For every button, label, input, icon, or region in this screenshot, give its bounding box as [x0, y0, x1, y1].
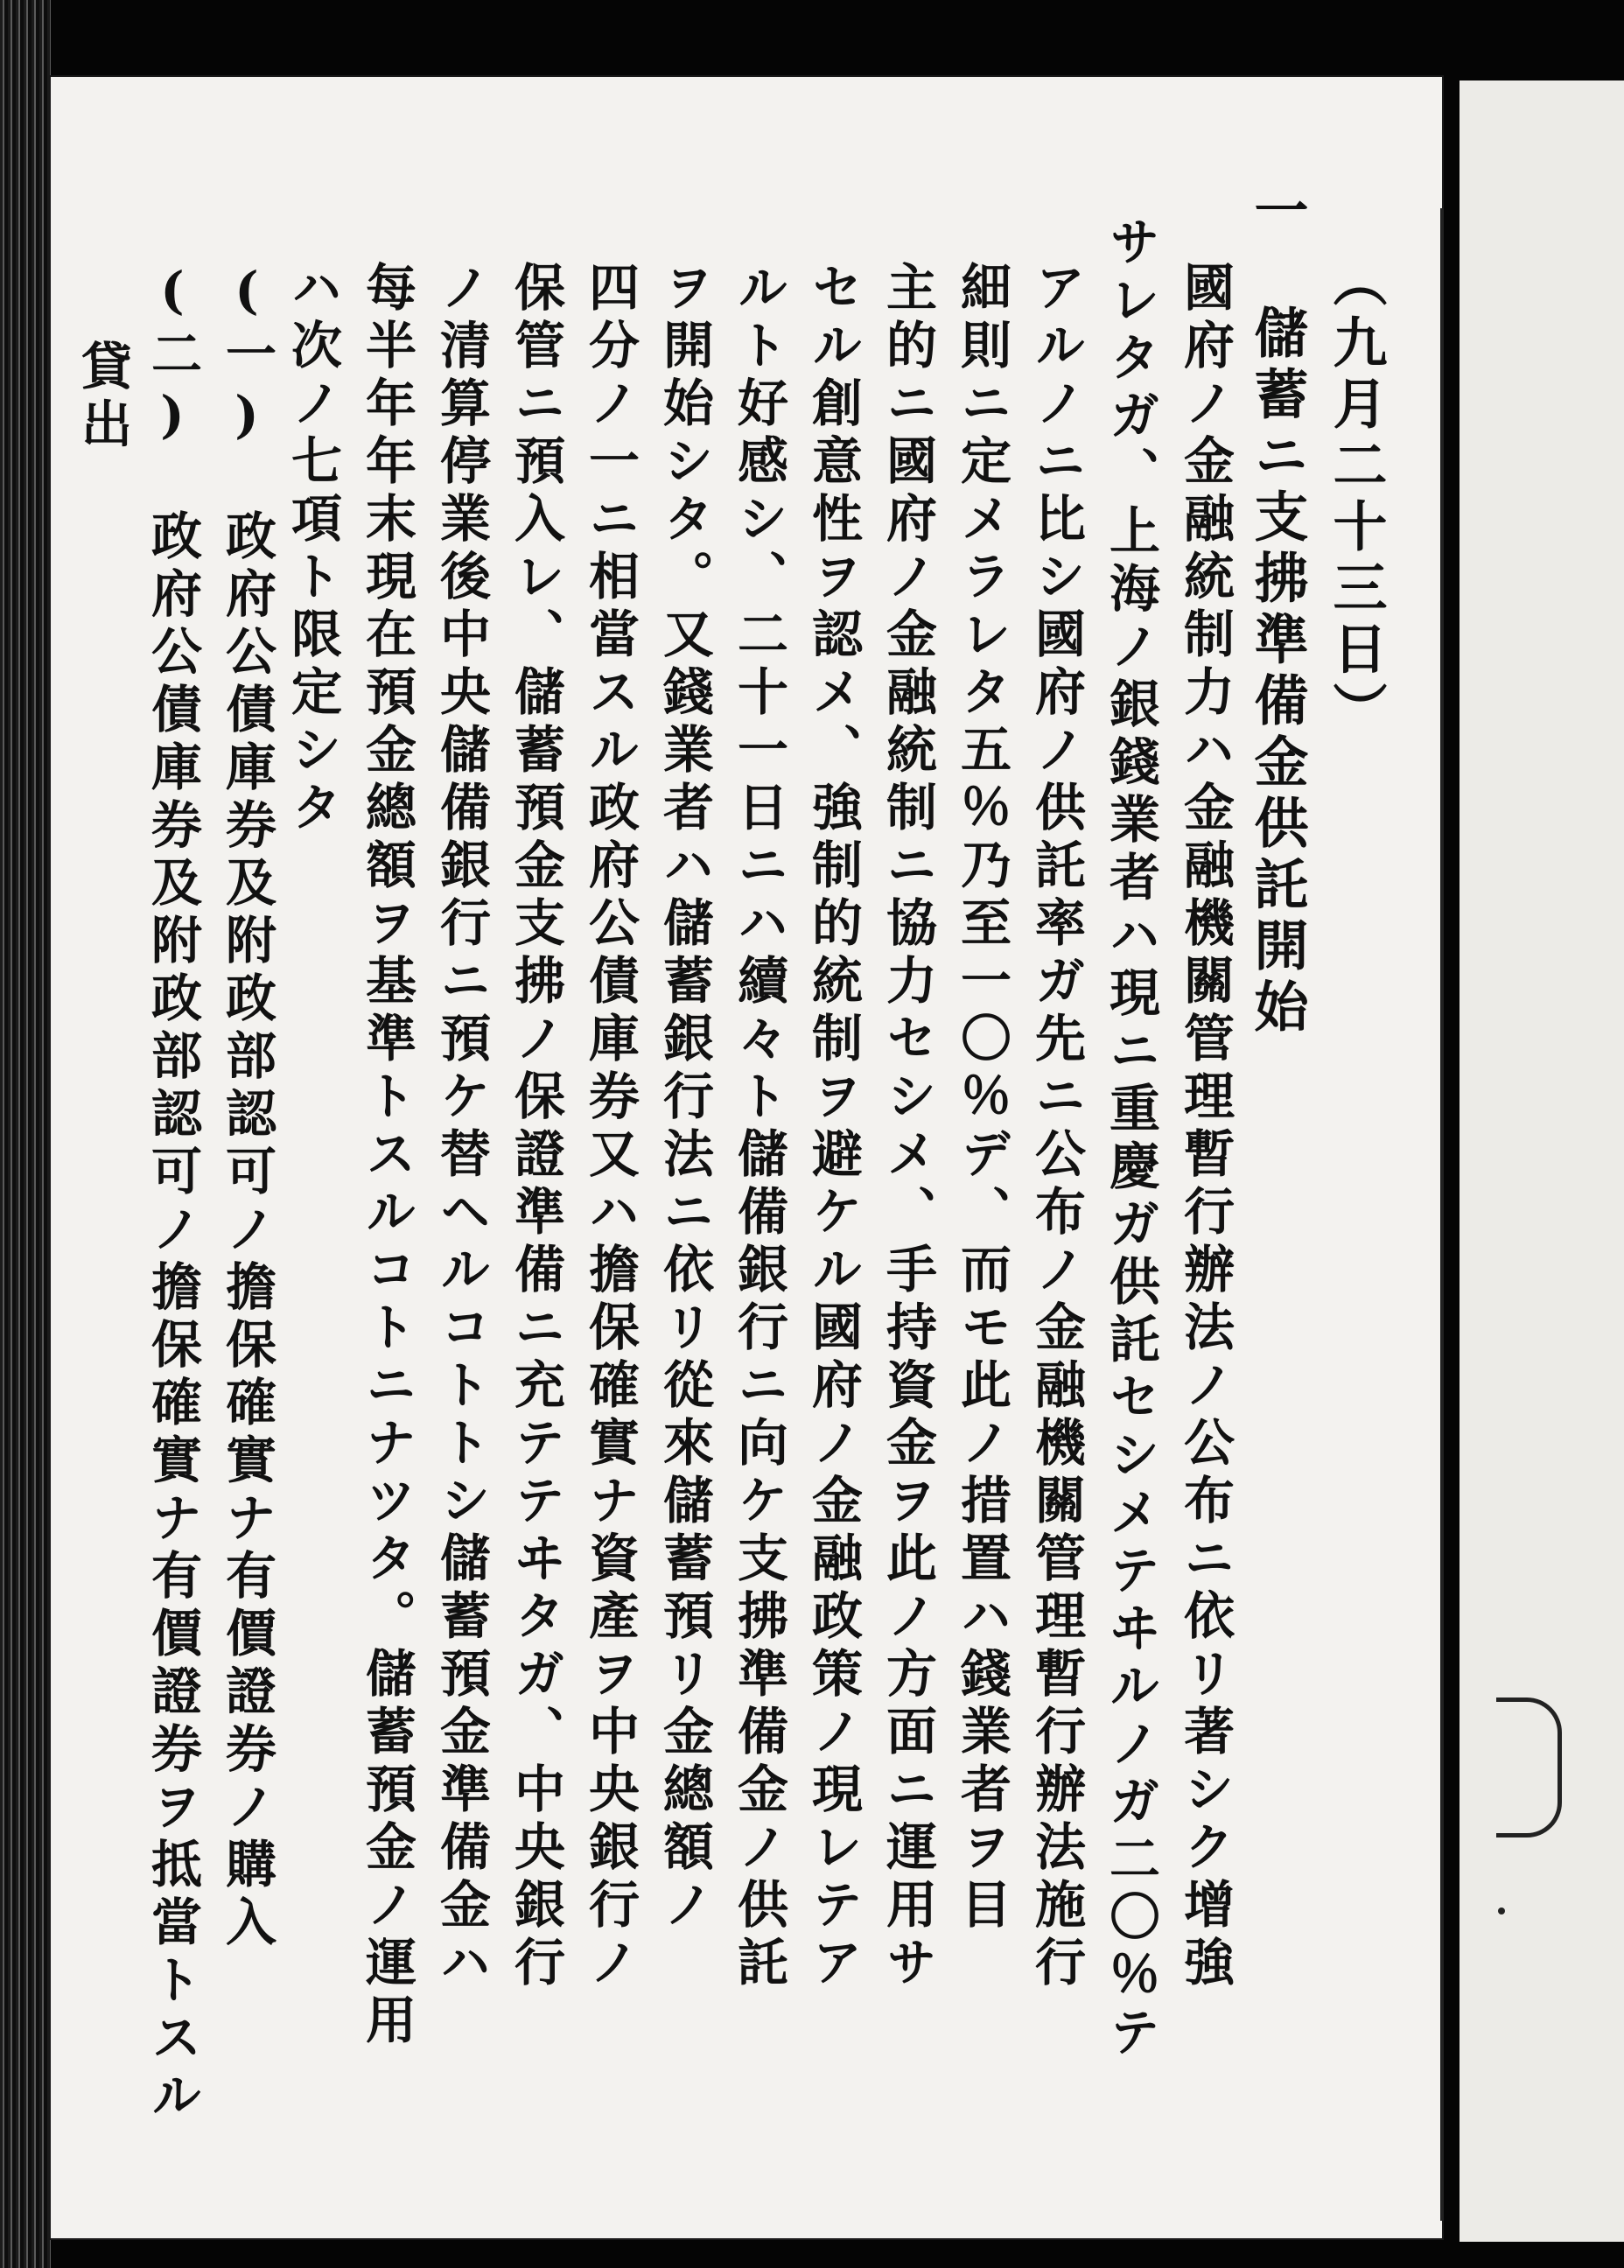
list-item-1: (一) 政府公債庫券及附政部認可ノ擔保確實ナ有價證券ノ購入	[217, 261, 276, 1953]
text-column: ヲ開始シタ。又錢業者ハ儲蓄銀行法ニ依リ從來儲蓄預リ金總額ノ	[654, 261, 714, 1936]
speck	[1498, 1908, 1505, 1914]
section-heading: 一 儲蓄ニ支拂準備金供託開始	[1245, 182, 1309, 1040]
adjacent-page-edge	[1460, 80, 1624, 2242]
book-spine-edge	[0, 0, 51, 2268]
text-column: アルノニ比シ國府ノ供託率ガ先ニ公布ノ金融機關管理暫行辦法施行	[1026, 261, 1086, 1993]
text-column: サレタガ、上海ノ銀錢業者ハ現ニ重慶ガ供託セシメテヰルノガ二〇％テ	[1101, 215, 1160, 2063]
text-column: 主的ニ國府ノ金融統制ニ協力セシメ、手持資金ヲ此ノ方面ニ運用サ	[878, 261, 937, 1993]
margin-mark	[1496, 1698, 1562, 1838]
list-item-2: (二) 政府公債庫券及附政部認可ノ擔保確實ナ有價證券ヲ抵當トスル	[143, 261, 202, 2126]
text-column: 每半年年末現在預金總額ヲ基準トスルコトニナツタ。儲蓄預金ノ運用	[357, 261, 416, 2051]
text-column: セル創意性ヲ認メ、強制的統制ヲ避ケル國府ノ金融政策ノ現レテア	[803, 261, 863, 1993]
text-column: 四分ノ一ニ相當スル政府公債庫券又ハ擔保確實ナ資產ヲ中央銀行ノ	[580, 261, 640, 1993]
text-column: ノ清算停業後中央儲備銀行ニ預ケ替ヘルコトトシ儲蓄預金準備金ハ	[431, 261, 491, 1993]
text-column: 保管ニ預入レ、儲蓄預金支拂ノ保證準備ニ充テテヰタガ、中央銀行	[506, 261, 565, 1993]
text-column: 國府ノ金融統制力ハ金融機關管理暫行辦法ノ公布ニ依リ著シク增強	[1175, 261, 1235, 1993]
text-column: 貸出	[73, 340, 132, 455]
text-column: 細則ニ定メラレタ五％乃至一〇％デ、而モ此ノ措置ハ錢業者ヲ目	[952, 261, 1012, 1936]
text-column: ルト好感シ、二十一日ニハ續々ト儲備銀行ニ向ケ支拂準備金ノ供託	[729, 261, 788, 1993]
document-page	[51, 77, 1442, 2238]
date-heading: （九月二十三日）	[1324, 158, 1388, 743]
gutter-line	[1440, 208, 1444, 2221]
text-column: ハ次ノ七項ト限定シタ	[283, 261, 342, 838]
